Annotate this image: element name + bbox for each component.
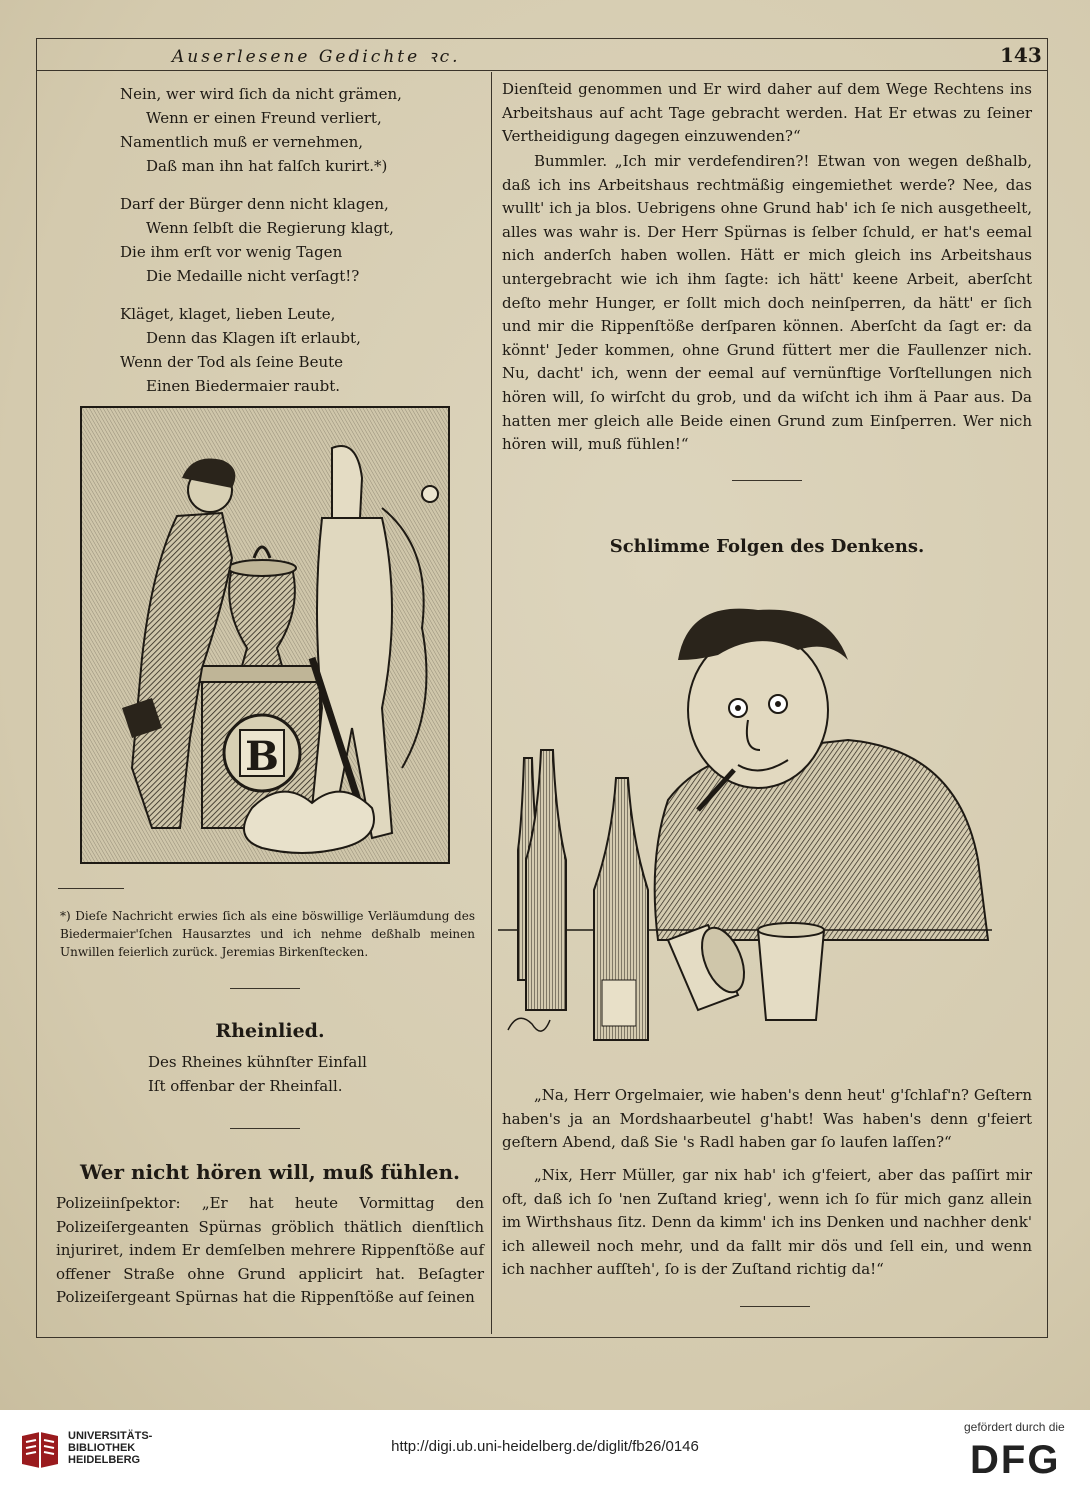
rheinlied-title: Rheinlied. bbox=[215, 1020, 325, 1042]
poem-line: Iſt offenbar der Rheinfall. bbox=[148, 1077, 343, 1095]
poem-line: Kläget, klaget, lieben Leute, bbox=[120, 305, 336, 323]
funding-caption: gefördert durch die bbox=[964, 1420, 1065, 1434]
section-title-wer-nicht-hoeren: Wer nicht hören will, muß fühlen. bbox=[79, 1160, 461, 1184]
illustration-man-with-bottles bbox=[498, 600, 992, 1070]
section-rule bbox=[230, 1128, 300, 1129]
section-rule bbox=[230, 988, 300, 989]
poem-line: Darf der Bürger denn nicht klagen, bbox=[120, 195, 389, 213]
library-name: UNIVERSITÄTS- BIBLIOTHEK HEIDELBERG bbox=[68, 1430, 153, 1466]
section-title-schlimme-folgen: Schlimme Folgen des Denkens. bbox=[609, 536, 925, 557]
poem-line: Des Rheines kühnſter Einfall bbox=[148, 1053, 367, 1071]
poem-line: Wenn der Tod als ſeine Beute bbox=[120, 353, 344, 371]
column-divider bbox=[491, 72, 492, 1334]
mourning-scene-drawing bbox=[82, 408, 448, 862]
dfg-logo: DFG bbox=[970, 1438, 1061, 1482]
tavern-scene-drawing bbox=[498, 600, 992, 1070]
paragraph-dienstheid: Dienſteid genommen und Er wird daher auf dem Wege Rechtens ins Arbeitshaus auf acht Tage gebracht werden. Hat Er etwas zu ſeiner Vertheidigung dagegen einzuwenden?“ bbox=[502, 80, 1032, 146]
medallion-letter: B bbox=[245, 733, 279, 780]
permalink-url[interactable]: http://digi.ub.uni-heidelberg.de/diglit/fb26/0146 bbox=[391, 1438, 699, 1455]
poem-line: Daß man ihn hat falſch kurirt.*) bbox=[146, 157, 388, 175]
rheinlied-poem bbox=[148, 1050, 367, 1098]
paragraph-polizeiinspektor: Polizeiinſpektor: „Er hat heute Vormittag den Polizeiſergeanten Spürnas gröblich thätlich dienſtlich injuriret, indem Er demſelben mehrere Rippenſtöße auf offener Straße ohne Grund applicirt hat. Beſagter Polizeiſergeant Spürnas hat die Rippenſtöße auf ſeinen bbox=[56, 1194, 484, 1307]
poem-stanzas bbox=[120, 82, 402, 398]
paragraph-nix-herr-mueller: „Nix, Herr Müller, gar nix hab' ich g'feiert, aber das paſſirt mir oft, daß ich ſo 'nen Zuſtand krieg', wenn ich ſo für mich ganz allein im Wirthshaus ſitz. Denn da kimm' ich ins Denken und nachher denk' ich alleweil noch mehr, und da fallt mir dös und ſell ein, und wenn ich nachher aufſteh', ſo is der Zuſtand richtig da!“ bbox=[502, 1166, 1032, 1279]
footnote-text: *) Dieſe Nachricht erwies ſich als eine böswillige Verläumdung des Biedermaier'ſchen Hausarztes und ich nehme deßhalb meinen Unwillen feierlich zurück. Jeremias Birkenſtecken. bbox=[60, 909, 475, 959]
section-rule bbox=[732, 480, 802, 481]
footnote-rule bbox=[58, 888, 124, 889]
paragraph-bummler: Bummler. „Ich mir verdefendiren?! Etwan von wegen deßhalb, daß ich ins Arbeitshaus rechtmäßig eingemiethet werde? Nee, das wullt' ich ja blos. Uebrigens ohne Grund hab' ich ſe nich ausgetheelt, alles was wahr is. Der Herr Spürnas is ſelber ſchuld, er hat's eemal nich anderſch haben wollen. Hätt er mich gleich ins Arbeitshaus untergebracht wie ich ihm ſagte: ich hätt' keene Arbeit, aberſcht deſto mehr Hunger, er ſollt mich doch neinſperren, da hätt' er ſich und mir die Rippenſtöße derſparen können. Aberſcht da ſagt er: da könnt' Jeder kommen, ohne Grund füttert mer die Faullenzer nich. Nu, dacht' ich, wenn der eemal auf vernünftige Vorſtellungen nich hören will, ſo wirſcht du grob, und da wiſcht ich ihm ä Paar aus. Da hatten mer gleich alle Beide einen Grund zum Einſperren. Wer nich hören will, muß fühlen!“ bbox=[502, 152, 1032, 454]
poem-line: Die ihm erſt vor wenig Tagen bbox=[120, 243, 343, 261]
poem-line: Namentlich muß er vernehmen, bbox=[120, 133, 364, 151]
viewer-footer bbox=[0, 1410, 1090, 1488]
poem-line: Denn das Klagen iſt erlaubt, bbox=[146, 329, 361, 347]
header-rule bbox=[36, 70, 1048, 71]
poem-line: Wenn er einen Freund verliert, bbox=[146, 109, 382, 127]
end-rule bbox=[740, 1306, 810, 1307]
poem-line: Wenn ſelbſt die Regierung klagt, bbox=[146, 219, 394, 237]
running-title: Auserlesene Gedichte ꝛc. bbox=[172, 47, 461, 67]
page-number: 143 bbox=[1000, 43, 1042, 67]
poem-line: Einen Biedermaier raubt. bbox=[146, 377, 341, 395]
woodcut-illustration-mourning bbox=[80, 406, 450, 864]
poem-line: Die Medaille nicht verſagt!? bbox=[146, 267, 360, 285]
poem-line: Nein, wer wird ſich da nicht grämen, bbox=[120, 85, 402, 103]
paragraph-na-herr-orgelmaier: „Na, Herr Orgelmaier, wie haben's denn heut' g'ſchlaf'n? Geſtern haben's ja an Mordshaarbeutel g'habt! Was haben's denn g'feiert geſtern Abend, daß Sie 's Radl haben gar ſo laufen laſſen?“ bbox=[502, 1086, 1032, 1152]
